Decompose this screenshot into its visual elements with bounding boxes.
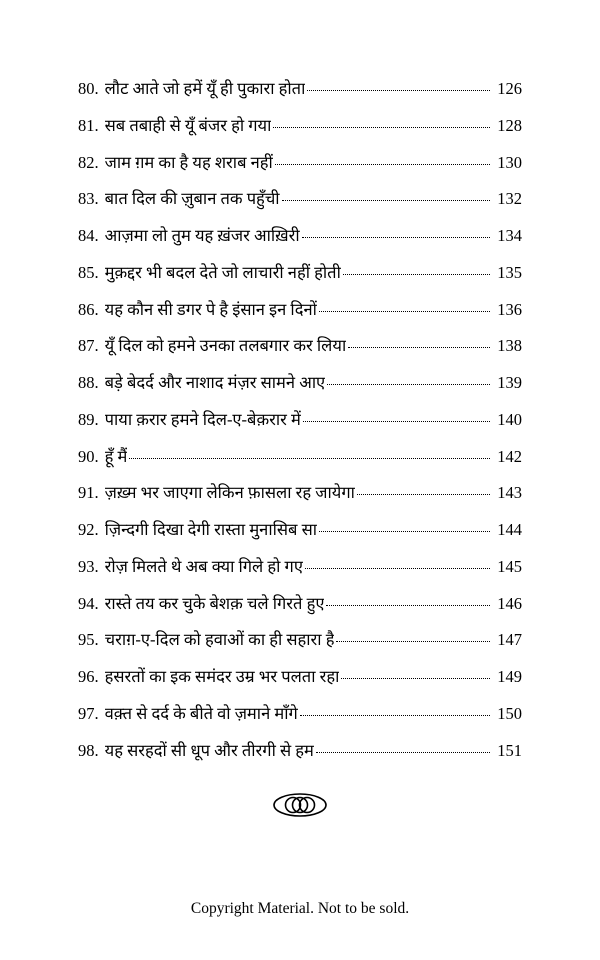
toc-entry-number: 97.	[78, 704, 99, 724]
toc-leader-dots	[357, 494, 490, 495]
toc-entry[interactable]	[78, 372, 522, 394]
toc-entry-page-number: 145	[497, 556, 522, 576]
toc-entry-number: 98.	[78, 740, 99, 760]
toc-entry-title: वक़्त से दर्द के बीते वो ज़माने माँगे	[104, 704, 298, 724]
toc-leader-dots	[319, 531, 490, 532]
toc-entry-title: मुक़द्दर भी बदल देते जो लाचारी नहीं होती	[104, 262, 341, 282]
toc-entry-title: हसरतों का इक समंदर उम्र भर पलता रहा	[104, 667, 340, 687]
toc-entry-page-number: 140	[497, 409, 522, 429]
toc-entry-number: 92.	[78, 520, 99, 540]
toc-entry-number: 96.	[78, 667, 99, 687]
toc-entry[interactable]	[78, 593, 522, 615]
toc-entry-title: जाम ग़म का है यह शराब नहीं	[104, 152, 273, 172]
toc-leader-dots	[303, 421, 490, 422]
toc-leader-dots	[327, 384, 490, 385]
toc-entry-title: ज़ख़्म भर जाएगा लेकिन फ़ासला रह जायेगा	[104, 483, 355, 503]
toc-entry-title: चराग़-ए-दिल को हवाओं का ही सहारा है	[104, 630, 335, 650]
toc-entry-number: 82.	[78, 152, 99, 172]
toc-entry-page-number: 151	[497, 740, 522, 760]
toc-entry[interactable]	[78, 262, 522, 284]
toc-leader-dots	[300, 715, 490, 716]
toc-entry-title: रास्ते तय कर चुके बेशक़ चले गिरते हुए	[104, 593, 325, 613]
toc-entry-title: बात दिल की ज़ुबान तक पहुँची	[104, 189, 280, 209]
toc-leader-dots	[282, 200, 490, 201]
toc-entry-number: 84.	[78, 226, 99, 246]
toc-entry-number: 87.	[78, 336, 99, 356]
toc-leader-dots	[273, 127, 490, 128]
toc-leader-dots	[348, 347, 490, 348]
toc-entry[interactable]	[78, 446, 522, 468]
toc-entry[interactable]	[78, 225, 522, 247]
toc-entry-title: ज़िन्दगी दिखा देगी रास्ता मुनासिब सा	[104, 520, 318, 540]
toc-entry-title: पाया क़रार हमने दिल-ए-बेक़रार में	[104, 409, 301, 429]
toc-leader-dots	[336, 641, 490, 642]
toc-entry-page-number: 150	[497, 704, 522, 724]
toc-entry-number: 89.	[78, 409, 99, 429]
toc-entry-page-number: 149	[497, 667, 522, 687]
toc-leader-dots	[129, 458, 490, 459]
toc-entry-number: 81.	[78, 115, 99, 135]
toc-leader-dots	[302, 237, 490, 238]
toc-entry-page-number: 142	[497, 446, 522, 466]
toc-entry-title: यूँ दिल को हमने उनका तलबगार कर लिया	[104, 336, 347, 356]
toc-entry[interactable]	[78, 78, 522, 100]
toc-entry-page-number: 126	[497, 79, 522, 98]
toc-entry[interactable]	[78, 629, 522, 651]
knot-ornament	[0, 790, 600, 830]
toc-entry-page-number: 139	[497, 373, 522, 393]
toc-entry[interactable]	[78, 409, 522, 431]
toc-entry[interactable]	[78, 556, 522, 578]
toc-entry-title: यह सरहदों सी धूप और तीरगी से हम	[104, 740, 314, 760]
table-of-contents	[78, 78, 522, 777]
toc-entry-page-number: 134	[497, 226, 522, 246]
toc-entry-page-number: 147	[497, 630, 522, 650]
toc-entry-number: 85.	[78, 262, 99, 282]
toc-entry-title: लौट आते जो हमें यूँ ही पुकारा होता	[104, 79, 306, 98]
toc-entry[interactable]	[78, 519, 522, 541]
toc-entry-number: 94.	[78, 593, 99, 613]
toc-leader-dots	[319, 311, 490, 312]
toc-entry-number: 86.	[78, 299, 99, 319]
toc-entry-title: बड़े बेदर्द और नाशाद मंज़र सामने आए	[104, 373, 326, 393]
toc-entry[interactable]	[78, 666, 522, 688]
toc-entry-title: यह कौन सी डगर पे है इंसान इन दिनों	[104, 299, 317, 319]
toc-leader-dots	[305, 568, 490, 569]
copyright-footer: Copyright Material. Not to be sold.	[190, 900, 410, 917]
toc-entry-number: 95.	[78, 630, 99, 650]
toc-entry-number: 91.	[78, 483, 99, 503]
toc-entry-page-number: 128	[497, 115, 522, 135]
toc-entry-title: सब तबाही से यूँ बंजर हो गया	[104, 115, 272, 135]
toc-entry-page-number: 130	[497, 152, 522, 172]
toc-leader-dots	[316, 752, 490, 753]
toc-entry-page-number: 132	[497, 189, 522, 209]
toc-leader-dots	[275, 164, 490, 165]
toc-entry[interactable]	[78, 335, 522, 357]
toc-entry[interactable]	[78, 152, 522, 174]
toc-entry-page-number: 136	[497, 299, 522, 319]
toc-entry-title: रोज़ मिलते थे अब क्या गिले हो गए	[104, 556, 303, 576]
toc-entry-number: 88.	[78, 373, 99, 393]
toc-entry-number: 83.	[78, 189, 99, 209]
toc-entry[interactable]	[78, 740, 522, 762]
toc-leader-dots	[341, 678, 490, 679]
toc-entry-title: आज़मा लो तुम यह ख़ंजर आख़िरी	[104, 226, 300, 246]
toc-entry-number: 90.	[78, 446, 99, 466]
toc-entry[interactable]	[78, 115, 522, 137]
toc-leader-dots	[307, 90, 490, 91]
toc-entry[interactable]	[78, 703, 522, 725]
toc-leader-dots	[326, 605, 490, 606]
toc-entry-page-number: 144	[497, 520, 522, 540]
toc-entry-page-number: 135	[497, 262, 522, 282]
toc-entry[interactable]	[78, 299, 522, 321]
toc-entry[interactable]	[78, 482, 522, 504]
toc-entry[interactable]	[78, 188, 522, 210]
toc-entry-page-number: 138	[497, 336, 522, 356]
toc-entry-title: हूँ मैं	[104, 446, 128, 466]
toc-leader-dots	[343, 274, 490, 275]
toc-entry-number: 80.	[78, 79, 99, 98]
toc-entry-page-number: 143	[497, 483, 522, 503]
toc-entry-page-number: 146	[497, 593, 522, 613]
toc-entry-number: 93.	[78, 556, 99, 576]
